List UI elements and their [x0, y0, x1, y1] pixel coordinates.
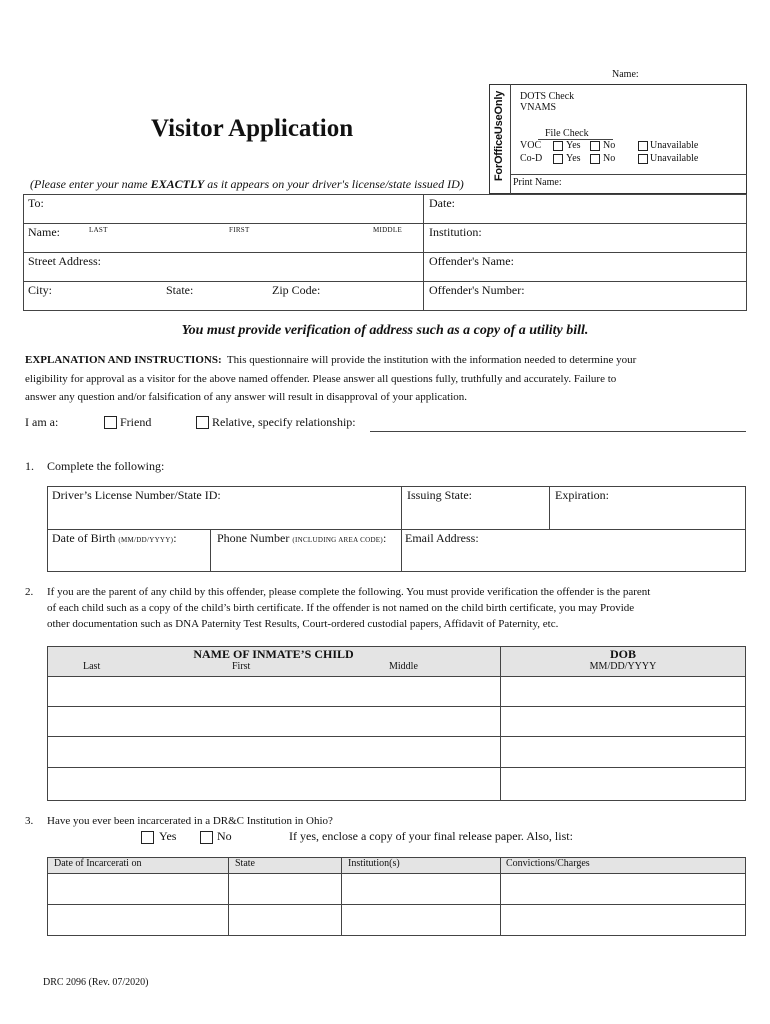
q2-number: 2.	[25, 586, 34, 598]
child-dob-format: MM/DD/YYYY	[589, 661, 657, 672]
child-name-input-1[interactable]	[52, 680, 494, 702]
q2-line1: If you are the parent of any child by this offender, please complete the following. You must provide verification the offender is the parent	[47, 586, 651, 598]
incarceration-col-date: Date of Incarcerati on	[54, 858, 142, 869]
child-col-middle: Middle	[389, 661, 418, 672]
q3-no-label: No	[217, 829, 232, 843]
q3-no-checkbox[interactable]	[200, 831, 213, 844]
incarceration-convictions-input-2[interactable]	[505, 909, 741, 931]
q3-number: 3.	[25, 815, 34, 827]
incarceration-state-input-1[interactable]	[233, 878, 336, 900]
voc-no-label: No	[603, 140, 616, 151]
voc-unavailable-checkbox[interactable]	[638, 141, 648, 151]
issuing-state-label: Issuing State:	[407, 488, 472, 502]
expiration-input[interactable]	[555, 506, 740, 526]
office-name-label: Name:	[612, 69, 639, 80]
cod-label: Co-D	[520, 153, 543, 164]
voc-yes-checkbox[interactable]	[553, 141, 563, 151]
institution-label: Institution:	[429, 225, 482, 239]
child-name-input-3[interactable]	[52, 740, 494, 762]
q3-text: Have you ever been incarcerated in a DR&C Institution in Ohio?	[47, 815, 333, 827]
dl-input[interactable]	[52, 506, 394, 526]
incarceration-date-input-2[interactable]	[52, 909, 222, 931]
dl-label: Driver’s License Number/State ID:	[52, 488, 221, 502]
child-dob-input-2[interactable]	[506, 710, 740, 732]
relationship-input[interactable]	[372, 414, 744, 430]
phone-input[interactable]	[217, 549, 395, 569]
q1-number: 1.	[25, 459, 34, 473]
q3-if-yes: If yes, enclose a copy of your final release paper. Also, list:	[289, 829, 573, 843]
iam-label: I am a:	[25, 415, 59, 429]
q2-line3: other documentation such as DNA Paternity Test Results, Court-ordered custodial papers, Affidavit of Paternity, etc.	[47, 618, 559, 630]
issuing-state-input[interactable]	[407, 506, 543, 526]
print-name-label: Print Name:	[513, 177, 562, 188]
explanation-line1-text: This questionnaire will provide the institution with the information needed to determine your	[226, 354, 637, 366]
dots-check-label: DOTS Check	[520, 91, 575, 102]
dob-label: Date of Birth (MM/DD/YYYY):	[52, 531, 177, 545]
office-vertical-label: ForOfficeUseOnly	[493, 90, 505, 182]
institution-input[interactable]	[492, 225, 740, 247]
form-footer: DRC 2096 (Rev. 07/2020)	[43, 977, 149, 988]
name-note-emph: EXACTLY	[150, 177, 205, 191]
explanation-line2: eligibility for approval as a visitor for the above named offender. Please answer all questions fully, truthfully and accurately. Failure to	[25, 373, 617, 385]
state-input[interactable]	[200, 283, 266, 305]
child-dob-head: DOB	[609, 647, 636, 661]
street-label: Street Address:	[28, 254, 101, 268]
name-first-hint: FIRST	[229, 226, 250, 234]
vnams-label: VNAMS	[520, 102, 557, 113]
q2-line2: of each child such as a copy of the child’s birth certificate. If the offender is not named on the child birth certificate, you may Provide	[47, 602, 635, 614]
dob-input[interactable]	[52, 549, 204, 569]
q3-yes-label: Yes	[159, 829, 177, 843]
relative-checkbox[interactable]	[196, 416, 209, 429]
dob-label-text: Date of Birth	[52, 531, 116, 545]
offender-name-label: Offender's Name:	[429, 254, 514, 268]
cod-no-label: No	[603, 153, 616, 164]
incarceration-institution-input-2[interactable]	[346, 909, 495, 931]
voc-no-checkbox[interactable]	[590, 141, 600, 151]
explanation-heading: EXPLANATION AND INSTRUCTIONS:	[25, 354, 222, 366]
email-label: Email Address:	[405, 531, 479, 545]
city-label: City:	[28, 283, 53, 297]
relationship-line	[370, 431, 746, 432]
child-dob-input-1[interactable]	[506, 680, 740, 702]
page-title: Visitor Application	[151, 115, 354, 142]
incarceration-date-input-1[interactable]	[52, 878, 222, 900]
incarceration-convictions-input-1[interactable]	[505, 878, 741, 900]
child-dob-input-4[interactable]	[506, 772, 740, 796]
offender-number-input[interactable]	[535, 283, 740, 305]
to-label: To:	[28, 196, 44, 210]
file-check-label: File Check	[545, 128, 589, 139]
offender-number-label: Offender's Number:	[429, 283, 525, 297]
cod-yes-checkbox[interactable]	[553, 154, 563, 164]
child-col-last: Last	[83, 661, 101, 672]
date-input[interactable]	[465, 196, 740, 218]
zip-input[interactable]	[326, 283, 416, 305]
child-name-input-4[interactable]	[52, 772, 494, 796]
date-label: Date:	[429, 196, 455, 210]
child-dob-input-3[interactable]	[506, 740, 740, 762]
dob-format-hint: (MM/DD/YYYY)	[118, 536, 174, 544]
voc-label: VOC	[520, 140, 542, 151]
phone-label-text: Phone Number	[217, 531, 290, 545]
city-input[interactable]	[60, 283, 160, 305]
name-note-prefix: (Please enter your name	[30, 177, 151, 191]
friend-label: Friend	[120, 415, 152, 429]
phone-format-hint: (INCLUDING AREA CODE)	[292, 536, 384, 544]
to-input[interactable]	[60, 196, 415, 218]
name-note-suffix: as it appears on your driver's license/state issued ID)	[204, 177, 464, 191]
name-note	[30, 177, 464, 192]
verification-note: You must provide verification of address such as a copy of a utility bill.	[181, 323, 589, 338]
child-name-input-2[interactable]	[52, 710, 494, 732]
expiration-label: Expiration:	[555, 488, 609, 502]
cod-no-checkbox[interactable]	[590, 154, 600, 164]
cod-yes-label: Yes	[566, 153, 581, 164]
child-col-first: First	[232, 661, 251, 672]
voc-unavailable-label: Unavailable	[650, 140, 699, 151]
cod-unavailable-checkbox[interactable]	[638, 154, 648, 164]
cod-unavailable-label: Unavailable	[650, 153, 699, 164]
friend-checkbox[interactable]	[104, 416, 117, 429]
name-last-hint: LAST	[89, 226, 108, 234]
voc-yes-label: Yes	[566, 140, 581, 151]
name-label: Name:	[28, 225, 60, 239]
q1-text: Complete the following:	[47, 459, 165, 473]
incarceration-col-institution: Institution(s)	[348, 858, 400, 869]
street-input[interactable]	[112, 254, 416, 276]
name-middle-hint: MIDDLE	[373, 226, 403, 234]
explanation-line3: answer any question and/or falsification of any answer will result in disapproval of your application.	[25, 391, 468, 403]
name-input[interactable]	[70, 234, 415, 250]
incarceration-col-state: State	[235, 858, 255, 869]
phone-label: Phone Number (INCLUDING AREA CODE):	[217, 531, 387, 545]
explanation-line1	[25, 354, 636, 366]
child-name-head: NAME OF INMATE’S CHILD	[193, 647, 354, 661]
incarceration-col-convictions: Convictions/Charges	[506, 858, 590, 869]
q3-yes-checkbox[interactable]	[141, 831, 154, 844]
incarceration-state-input-2[interactable]	[233, 909, 336, 931]
offender-name-input[interactable]	[522, 254, 740, 276]
zip-label: Zip Code:	[272, 283, 321, 297]
incarceration-institution-input-1[interactable]	[346, 878, 495, 900]
state-label: State:	[166, 283, 194, 297]
email-input[interactable]	[405, 549, 740, 569]
relative-label: Relative, specify relationship:	[212, 415, 356, 429]
